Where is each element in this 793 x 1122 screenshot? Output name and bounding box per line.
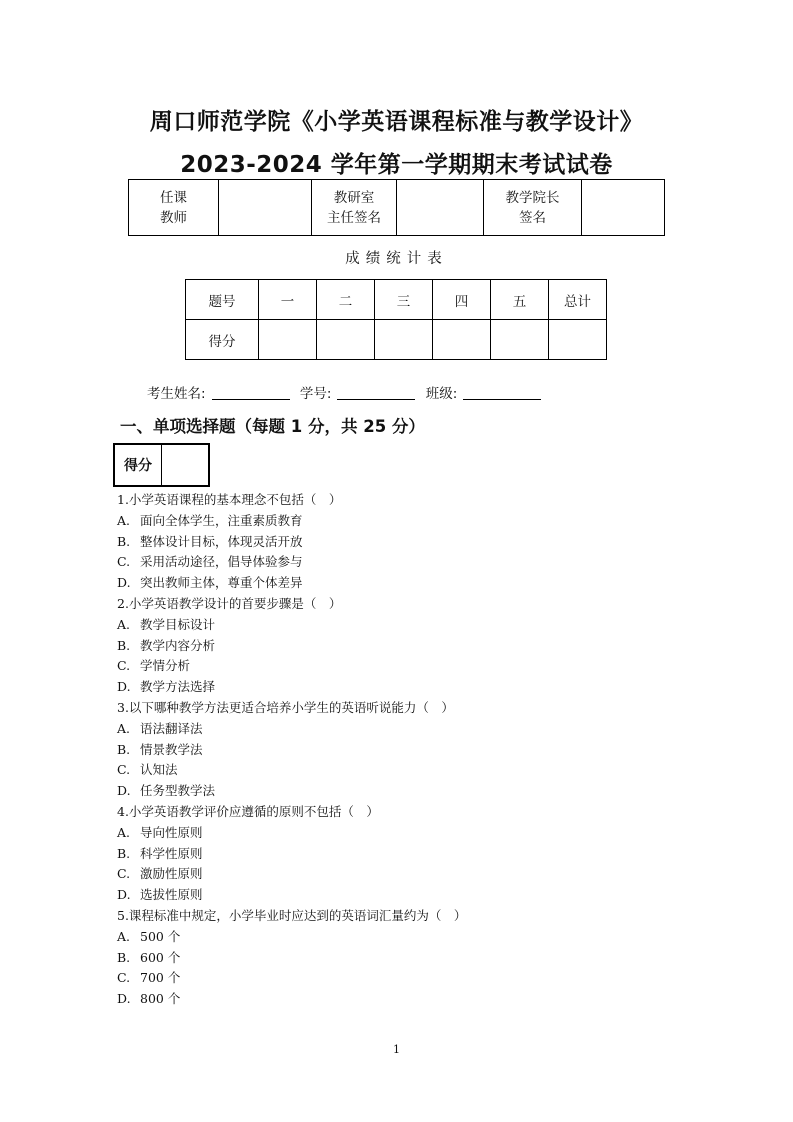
score-header-cell: 四 [433, 280, 491, 320]
option-text: 面向全体学生，注重素质教育 [140, 512, 303, 528]
score-table-caption: 成绩统计表 [345, 251, 448, 267]
option-text: 学情分析 [140, 658, 191, 674]
score-header-cell: 题号 [186, 280, 259, 320]
score-input-cell[interactable] [317, 320, 375, 360]
student-id-field[interactable] [337, 385, 415, 400]
answer-option[interactable] [117, 864, 466, 885]
class-label: 班级: [425, 386, 458, 402]
score-input-cell[interactable] [259, 320, 317, 360]
option-text: 激励性原则 [140, 866, 203, 882]
option-text: 科学性原则 [140, 845, 203, 861]
answer-option[interactable] [117, 656, 466, 677]
answer-option[interactable] [117, 927, 466, 948]
student-name-field[interactable] [212, 385, 290, 400]
question-5 [117, 906, 466, 1010]
student-info-line [147, 382, 547, 402]
question-stem: 2.小学英语教学设计的首要步骤是（ ） [117, 595, 342, 611]
teacher-label: 任课 教师 [129, 180, 219, 236]
dean-signature-cell [582, 180, 665, 236]
option-letter: B. [117, 637, 131, 653]
dean-label: 教学院长 签名 [484, 180, 582, 236]
score-input-cell[interactable] [549, 320, 607, 360]
student-name-label: 考生姓名: [147, 386, 206, 402]
score-table [185, 279, 607, 360]
page-number: 1 [393, 1043, 400, 1056]
option-letter: C. [117, 866, 131, 882]
option-letter: A. [117, 512, 131, 528]
answer-option[interactable] [117, 511, 466, 532]
answer-option[interactable] [117, 948, 466, 969]
exam-title-line-1: 周口师范学院《小学英语课程标准与教学设计》 [149, 109, 644, 135]
answer-option[interactable] [117, 677, 466, 698]
option-text: 教学内容分析 [140, 637, 216, 653]
option-letter: A. [117, 616, 131, 632]
option-text: 教学方法选择 [140, 679, 216, 695]
question-stem: 1.小学英语课程的基本理念不包括（ ） [117, 492, 342, 507]
answer-option[interactable] [117, 844, 466, 865]
option-text: 整体设计目标，体现灵活开放 [140, 533, 303, 549]
question-3 [117, 698, 466, 802]
option-letter: B. [117, 533, 131, 549]
score-header-cell: 三 [375, 280, 433, 320]
class-field[interactable] [463, 385, 541, 400]
exam-title-line-2: 2023-2024 学年第一学期期末考试试卷 [180, 152, 613, 178]
option-text: 600 个 [140, 949, 181, 965]
option-letter: C. [117, 658, 131, 674]
answer-option[interactable] [117, 760, 466, 781]
score-row-label: 得分 [186, 320, 259, 360]
option-text: 导向性原则 [140, 824, 203, 840]
answer-option[interactable] [117, 636, 466, 657]
answer-option[interactable] [117, 781, 466, 802]
question-1 [117, 490, 466, 594]
question-stem: 5.课程标准中规定，小学毕业时应达到的英语词汇量约为（ ） [117, 907, 467, 923]
answer-option[interactable] [117, 740, 466, 761]
question-4 [117, 802, 466, 906]
score-input-cell[interactable] [433, 320, 491, 360]
score-header-cell: 总计 [549, 280, 607, 320]
option-letter: C. [117, 554, 131, 570]
question-list [117, 490, 466, 1010]
answer-option[interactable] [117, 552, 466, 573]
answer-option[interactable] [117, 823, 466, 844]
question-stem: 4.小学英语教学评价应遵循的原则不包括（ ） [117, 803, 379, 819]
option-text: 800 个 [140, 991, 181, 1007]
option-letter: D. [117, 991, 131, 1007]
option-letter: A. [117, 720, 131, 736]
score-header-cell: 五 [491, 280, 549, 320]
section-score-label: 得分 [114, 444, 162, 486]
answer-option[interactable] [117, 885, 466, 906]
option-letter: D. [117, 887, 131, 903]
option-letter: A. [117, 928, 131, 944]
option-text: 教学目标设计 [140, 616, 216, 632]
option-text: 认知法 [140, 762, 178, 778]
answer-option[interactable] [117, 989, 466, 1010]
section-score-input[interactable] [162, 444, 210, 486]
answer-option[interactable] [117, 615, 466, 636]
option-letter: D. [117, 679, 131, 695]
office-label: 教研室 主任签名 [312, 180, 397, 236]
answer-option[interactable] [117, 719, 466, 740]
question-2 [117, 594, 466, 698]
option-text: 采用活动途径，倡导体验参与 [140, 554, 303, 570]
score-header-cell: 二 [317, 280, 375, 320]
section-score-box [113, 443, 210, 487]
score-header-cell: 一 [259, 280, 317, 320]
option-text: 700 个 [140, 970, 181, 986]
answer-option[interactable] [117, 532, 466, 553]
question-stem: 3.以下哪种教学方法更适合培养小学生的英语听说能力（ ） [117, 699, 454, 715]
option-letter: A. [117, 824, 131, 840]
option-text: 选拔性原则 [140, 887, 203, 903]
option-text: 突出教师主体，尊重个体差异 [140, 575, 303, 591]
score-input-cell[interactable] [491, 320, 549, 360]
option-letter: B. [117, 845, 131, 861]
answer-option[interactable] [117, 573, 466, 594]
office-signature-cell [397, 180, 484, 236]
answer-option[interactable] [117, 968, 466, 989]
option-letter: D. [117, 575, 131, 591]
option-letter: C. [117, 970, 131, 986]
signature-table [128, 179, 665, 236]
option-text: 情景教学法 [140, 741, 203, 757]
option-letter: B. [117, 741, 131, 757]
option-text: 500 个 [140, 928, 181, 944]
score-input-cell[interactable] [375, 320, 433, 360]
student-id-label: 学号: [299, 386, 332, 402]
option-text: 任务型教学法 [140, 783, 216, 799]
option-letter: C. [117, 762, 131, 778]
teacher-signature-cell [219, 180, 312, 236]
section-heading: 一、单项选择题（每题 1 分，共 25 分） [120, 417, 425, 436]
option-letter: D. [117, 783, 131, 799]
option-text: 语法翻译法 [140, 720, 203, 736]
option-letter: B. [117, 949, 131, 965]
